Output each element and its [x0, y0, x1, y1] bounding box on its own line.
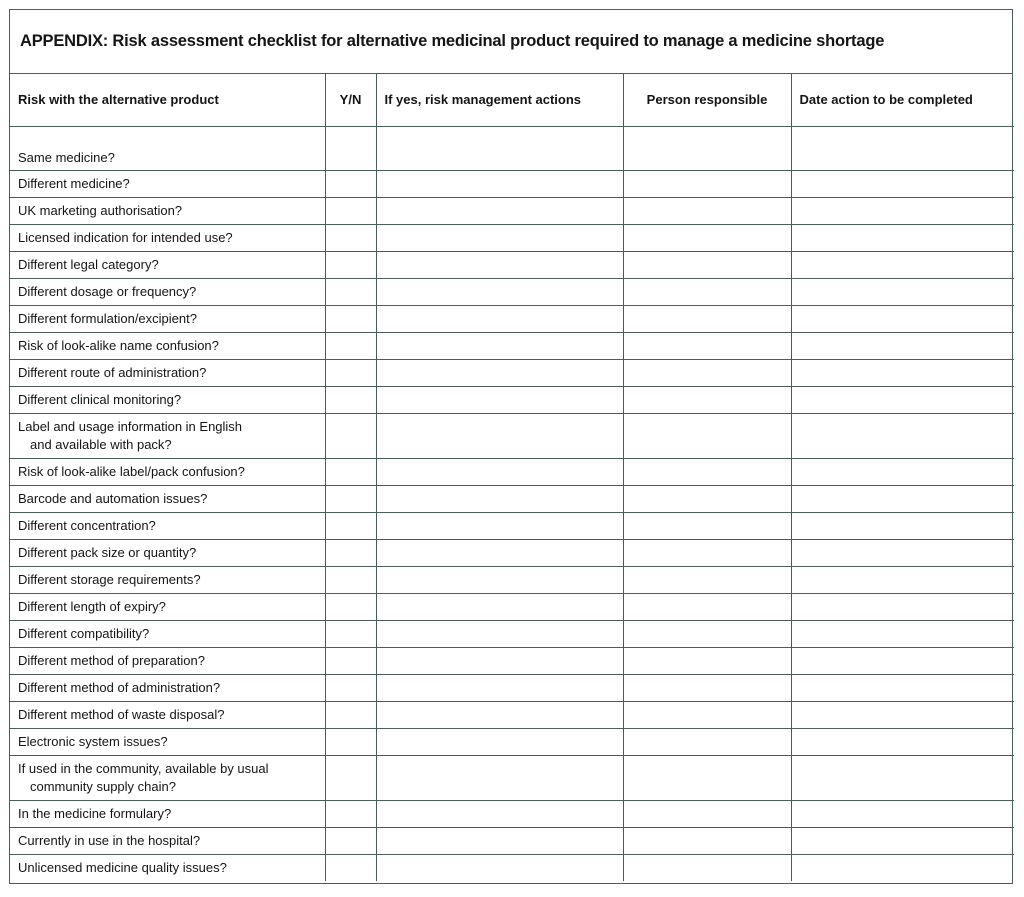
date-cell[interactable] — [791, 854, 1014, 881]
risk-question — [10, 566, 325, 593]
yn-cell[interactable] — [325, 512, 376, 539]
col-header-actions: If yes, risk management actions — [376, 74, 623, 126]
table-row — [10, 620, 1014, 647]
yn-cell[interactable] — [325, 620, 376, 647]
date-cell[interactable] — [791, 305, 1014, 332]
date-cell[interactable] — [791, 800, 1014, 827]
col-header-person: Person responsible — [623, 74, 791, 126]
actions-cell[interactable] — [376, 512, 623, 539]
person-cell[interactable] — [623, 197, 791, 224]
risk-question — [10, 458, 325, 485]
risk-question — [10, 674, 325, 701]
risk-question — [10, 512, 325, 539]
actions-cell[interactable] — [376, 539, 623, 566]
date-cell[interactable] — [791, 827, 1014, 854]
risk-question-text: Different concentration? — [18, 517, 156, 533]
yn-cell[interactable] — [325, 854, 376, 881]
date-cell[interactable] — [791, 332, 1014, 359]
risk-question-text: Same medicine? — [18, 149, 115, 165]
risk-question — [10, 728, 325, 755]
risk-question-text-continued: and available with pack? — [30, 436, 172, 452]
actions-cell[interactable] — [376, 701, 623, 728]
actions-cell[interactable] — [376, 593, 623, 620]
actions-cell[interactable] — [376, 827, 623, 854]
table-row — [10, 701, 1014, 728]
risk-question — [10, 800, 325, 827]
risk-question-text: Electronic system issues? — [18, 733, 168, 749]
table-row — [10, 800, 1014, 827]
risk-question-text: If used in the community, available by usual — [18, 760, 269, 776]
table-row — [10, 413, 1014, 458]
actions-cell[interactable] — [376, 854, 623, 881]
person-cell[interactable] — [623, 170, 791, 197]
actions-cell[interactable] — [376, 566, 623, 593]
person-cell[interactable] — [623, 386, 791, 413]
risk-question-text: Different compatibility? — [18, 625, 150, 641]
page-title: APPENDIX: Risk assessment checklist for alternative medicinal product required to manage a medicine shortage — [20, 32, 885, 50]
risk-question-text: Different clinical monitoring? — [18, 391, 182, 407]
date-cell[interactable] — [791, 413, 1014, 458]
date-cell[interactable] — [791, 386, 1014, 413]
yn-cell[interactable] — [325, 305, 376, 332]
col-header-risk: Risk with the alternative product — [10, 74, 325, 126]
risk-question — [10, 224, 325, 251]
person-cell[interactable] — [623, 126, 791, 170]
actions-cell[interactable] — [376, 485, 623, 512]
date-cell[interactable] — [791, 126, 1014, 170]
date-cell[interactable] — [791, 593, 1014, 620]
table-row — [10, 359, 1014, 386]
yn-cell[interactable] — [325, 170, 376, 197]
person-cell[interactable] — [623, 413, 791, 458]
person-cell[interactable] — [623, 620, 791, 647]
actions-cell[interactable] — [376, 359, 623, 386]
table-row — [10, 224, 1014, 251]
yn-cell[interactable] — [325, 278, 376, 305]
risk-checklist-form — [9, 9, 1013, 884]
person-cell[interactable] — [623, 728, 791, 755]
risk-question — [10, 620, 325, 647]
actions-cell[interactable] — [376, 332, 623, 359]
risk-question-text: Different dosage or frequency? — [18, 283, 197, 299]
person-cell[interactable] — [623, 647, 791, 674]
table-row — [10, 755, 1014, 800]
date-cell[interactable] — [791, 539, 1014, 566]
risk-question — [10, 386, 325, 413]
date-cell[interactable] — [791, 701, 1014, 728]
risk-question-text: Different medicine? — [18, 175, 130, 191]
actions-cell[interactable] — [376, 674, 623, 701]
actions-cell[interactable] — [376, 800, 623, 827]
yn-cell[interactable] — [325, 386, 376, 413]
date-cell[interactable] — [791, 485, 1014, 512]
table-row — [10, 566, 1014, 593]
actions-cell[interactable] — [376, 620, 623, 647]
table-row — [10, 728, 1014, 755]
date-cell[interactable] — [791, 224, 1014, 251]
yn-cell[interactable] — [325, 593, 376, 620]
table-row — [10, 485, 1014, 512]
risk-question-text: Currently in use in the hospital? — [18, 832, 201, 848]
date-cell[interactable] — [791, 170, 1014, 197]
actions-cell[interactable] — [376, 647, 623, 674]
yn-cell[interactable] — [325, 800, 376, 827]
risk-question — [10, 359, 325, 386]
risk-question-text: Different method of waste disposal? — [18, 706, 225, 722]
yn-cell[interactable] — [325, 755, 376, 800]
yn-cell[interactable] — [325, 251, 376, 278]
date-cell[interactable] — [791, 728, 1014, 755]
risk-question-text: Different length of expiry? — [18, 598, 166, 614]
header-row — [10, 74, 1014, 126]
risk-question — [10, 251, 325, 278]
person-cell[interactable] — [623, 332, 791, 359]
actions-cell[interactable] — [376, 386, 623, 413]
risk-question — [10, 827, 325, 854]
table-row — [10, 278, 1014, 305]
actions-cell[interactable] — [376, 224, 623, 251]
person-cell[interactable] — [623, 854, 791, 881]
risk-question-text: Different route of administration? — [18, 364, 207, 380]
date-cell[interactable] — [791, 512, 1014, 539]
yn-cell[interactable] — [325, 701, 376, 728]
yn-cell[interactable] — [325, 224, 376, 251]
risk-question-text: Label and usage information in English — [18, 418, 243, 434]
table-row — [10, 512, 1014, 539]
yn-cell[interactable] — [325, 126, 376, 170]
table-row — [10, 854, 1014, 881]
yn-cell[interactable] — [325, 827, 376, 854]
risk-question — [10, 332, 325, 359]
risk-question-text: Risk of look-alike name confusion? — [18, 337, 219, 353]
yn-cell[interactable] — [325, 413, 376, 458]
table-row — [10, 126, 1014, 170]
risk-question — [10, 197, 325, 224]
actions-cell[interactable] — [376, 755, 623, 800]
person-cell[interactable] — [623, 593, 791, 620]
person-cell[interactable] — [623, 485, 791, 512]
table-row — [10, 197, 1014, 224]
risk-question — [10, 854, 325, 881]
risk-question — [10, 539, 325, 566]
table-row — [10, 251, 1014, 278]
table-row — [10, 593, 1014, 620]
person-cell[interactable] — [623, 359, 791, 386]
actions-cell[interactable] — [376, 278, 623, 305]
actions-cell[interactable] — [376, 728, 623, 755]
yn-cell[interactable] — [325, 197, 376, 224]
date-cell[interactable] — [791, 251, 1014, 278]
yn-cell[interactable] — [325, 566, 376, 593]
person-cell[interactable] — [623, 800, 791, 827]
risk-question — [10, 413, 325, 458]
yn-cell[interactable] — [325, 359, 376, 386]
checklist-table — [10, 74, 1014, 881]
yn-cell[interactable] — [325, 539, 376, 566]
table-row — [10, 647, 1014, 674]
date-cell[interactable] — [791, 620, 1014, 647]
risk-question — [10, 305, 325, 332]
person-cell[interactable] — [623, 278, 791, 305]
table-row — [10, 539, 1014, 566]
col-header-date: Date action to be completed — [791, 74, 1014, 126]
yn-cell[interactable] — [325, 674, 376, 701]
risk-question-text: Risk of look-alike label/pack confusion? — [18, 463, 245, 479]
table-row — [10, 458, 1014, 485]
person-cell[interactable] — [623, 755, 791, 800]
risk-question — [10, 701, 325, 728]
date-cell[interactable] — [791, 359, 1014, 386]
table-row — [10, 305, 1014, 332]
risk-question-text: Barcode and automation issues? — [18, 490, 208, 506]
person-cell[interactable] — [623, 827, 791, 854]
person-cell[interactable] — [623, 566, 791, 593]
actions-cell[interactable] — [376, 458, 623, 485]
date-cell[interactable] — [791, 647, 1014, 674]
actions-cell[interactable] — [376, 126, 623, 170]
risk-question — [10, 755, 325, 800]
yn-cell[interactable] — [325, 458, 376, 485]
actions-cell[interactable] — [376, 197, 623, 224]
table-row — [10, 170, 1014, 197]
person-cell[interactable] — [623, 701, 791, 728]
risk-question-text: Different storage requirements? — [18, 571, 201, 587]
table-row — [10, 332, 1014, 359]
risk-question — [10, 593, 325, 620]
person-cell[interactable] — [623, 512, 791, 539]
risk-question-text: In the medicine formulary? — [18, 805, 172, 821]
actions-cell[interactable] — [376, 251, 623, 278]
table-row — [10, 386, 1014, 413]
yn-cell[interactable] — [325, 332, 376, 359]
date-cell[interactable] — [791, 566, 1014, 593]
yn-cell[interactable] — [325, 728, 376, 755]
risk-question — [10, 278, 325, 305]
date-cell[interactable] — [791, 278, 1014, 305]
risk-question-text: Different method of administration? — [18, 679, 221, 695]
yn-cell[interactable] — [325, 485, 376, 512]
actions-cell[interactable] — [376, 305, 623, 332]
checklist-body — [10, 126, 1014, 881]
actions-cell[interactable] — [376, 413, 623, 458]
risk-question — [10, 647, 325, 674]
yn-cell[interactable] — [325, 647, 376, 674]
person-cell[interactable] — [623, 539, 791, 566]
person-cell[interactable] — [623, 305, 791, 332]
risk-question-text: Different formulation/excipient? — [18, 310, 197, 326]
table-row — [10, 827, 1014, 854]
date-cell[interactable] — [791, 458, 1014, 485]
risk-question-text: Different method of preparation? — [18, 652, 205, 668]
risk-question-text: Licensed indication for intended use? — [18, 229, 233, 245]
risk-question — [10, 485, 325, 512]
date-cell[interactable] — [791, 197, 1014, 224]
person-cell[interactable] — [623, 251, 791, 278]
risk-question-text: Unlicensed medicine quality issues? — [18, 859, 227, 875]
risk-question-text: Different pack size or quantity? — [18, 544, 197, 560]
risk-question — [10, 126, 325, 170]
title-bar — [10, 10, 1012, 74]
actions-cell[interactable] — [376, 170, 623, 197]
risk-question-text: UK marketing authorisation? — [18, 202, 183, 218]
date-cell[interactable] — [791, 674, 1014, 701]
person-cell[interactable] — [623, 674, 791, 701]
col-header-yn: Y/N — [325, 74, 376, 126]
date-cell[interactable] — [791, 755, 1014, 800]
risk-question-text-continued: community supply chain? — [30, 778, 176, 794]
table-row — [10, 674, 1014, 701]
person-cell[interactable] — [623, 224, 791, 251]
risk-question-text: Different legal category? — [18, 256, 159, 272]
risk-question — [10, 170, 325, 197]
person-cell[interactable] — [623, 458, 791, 485]
